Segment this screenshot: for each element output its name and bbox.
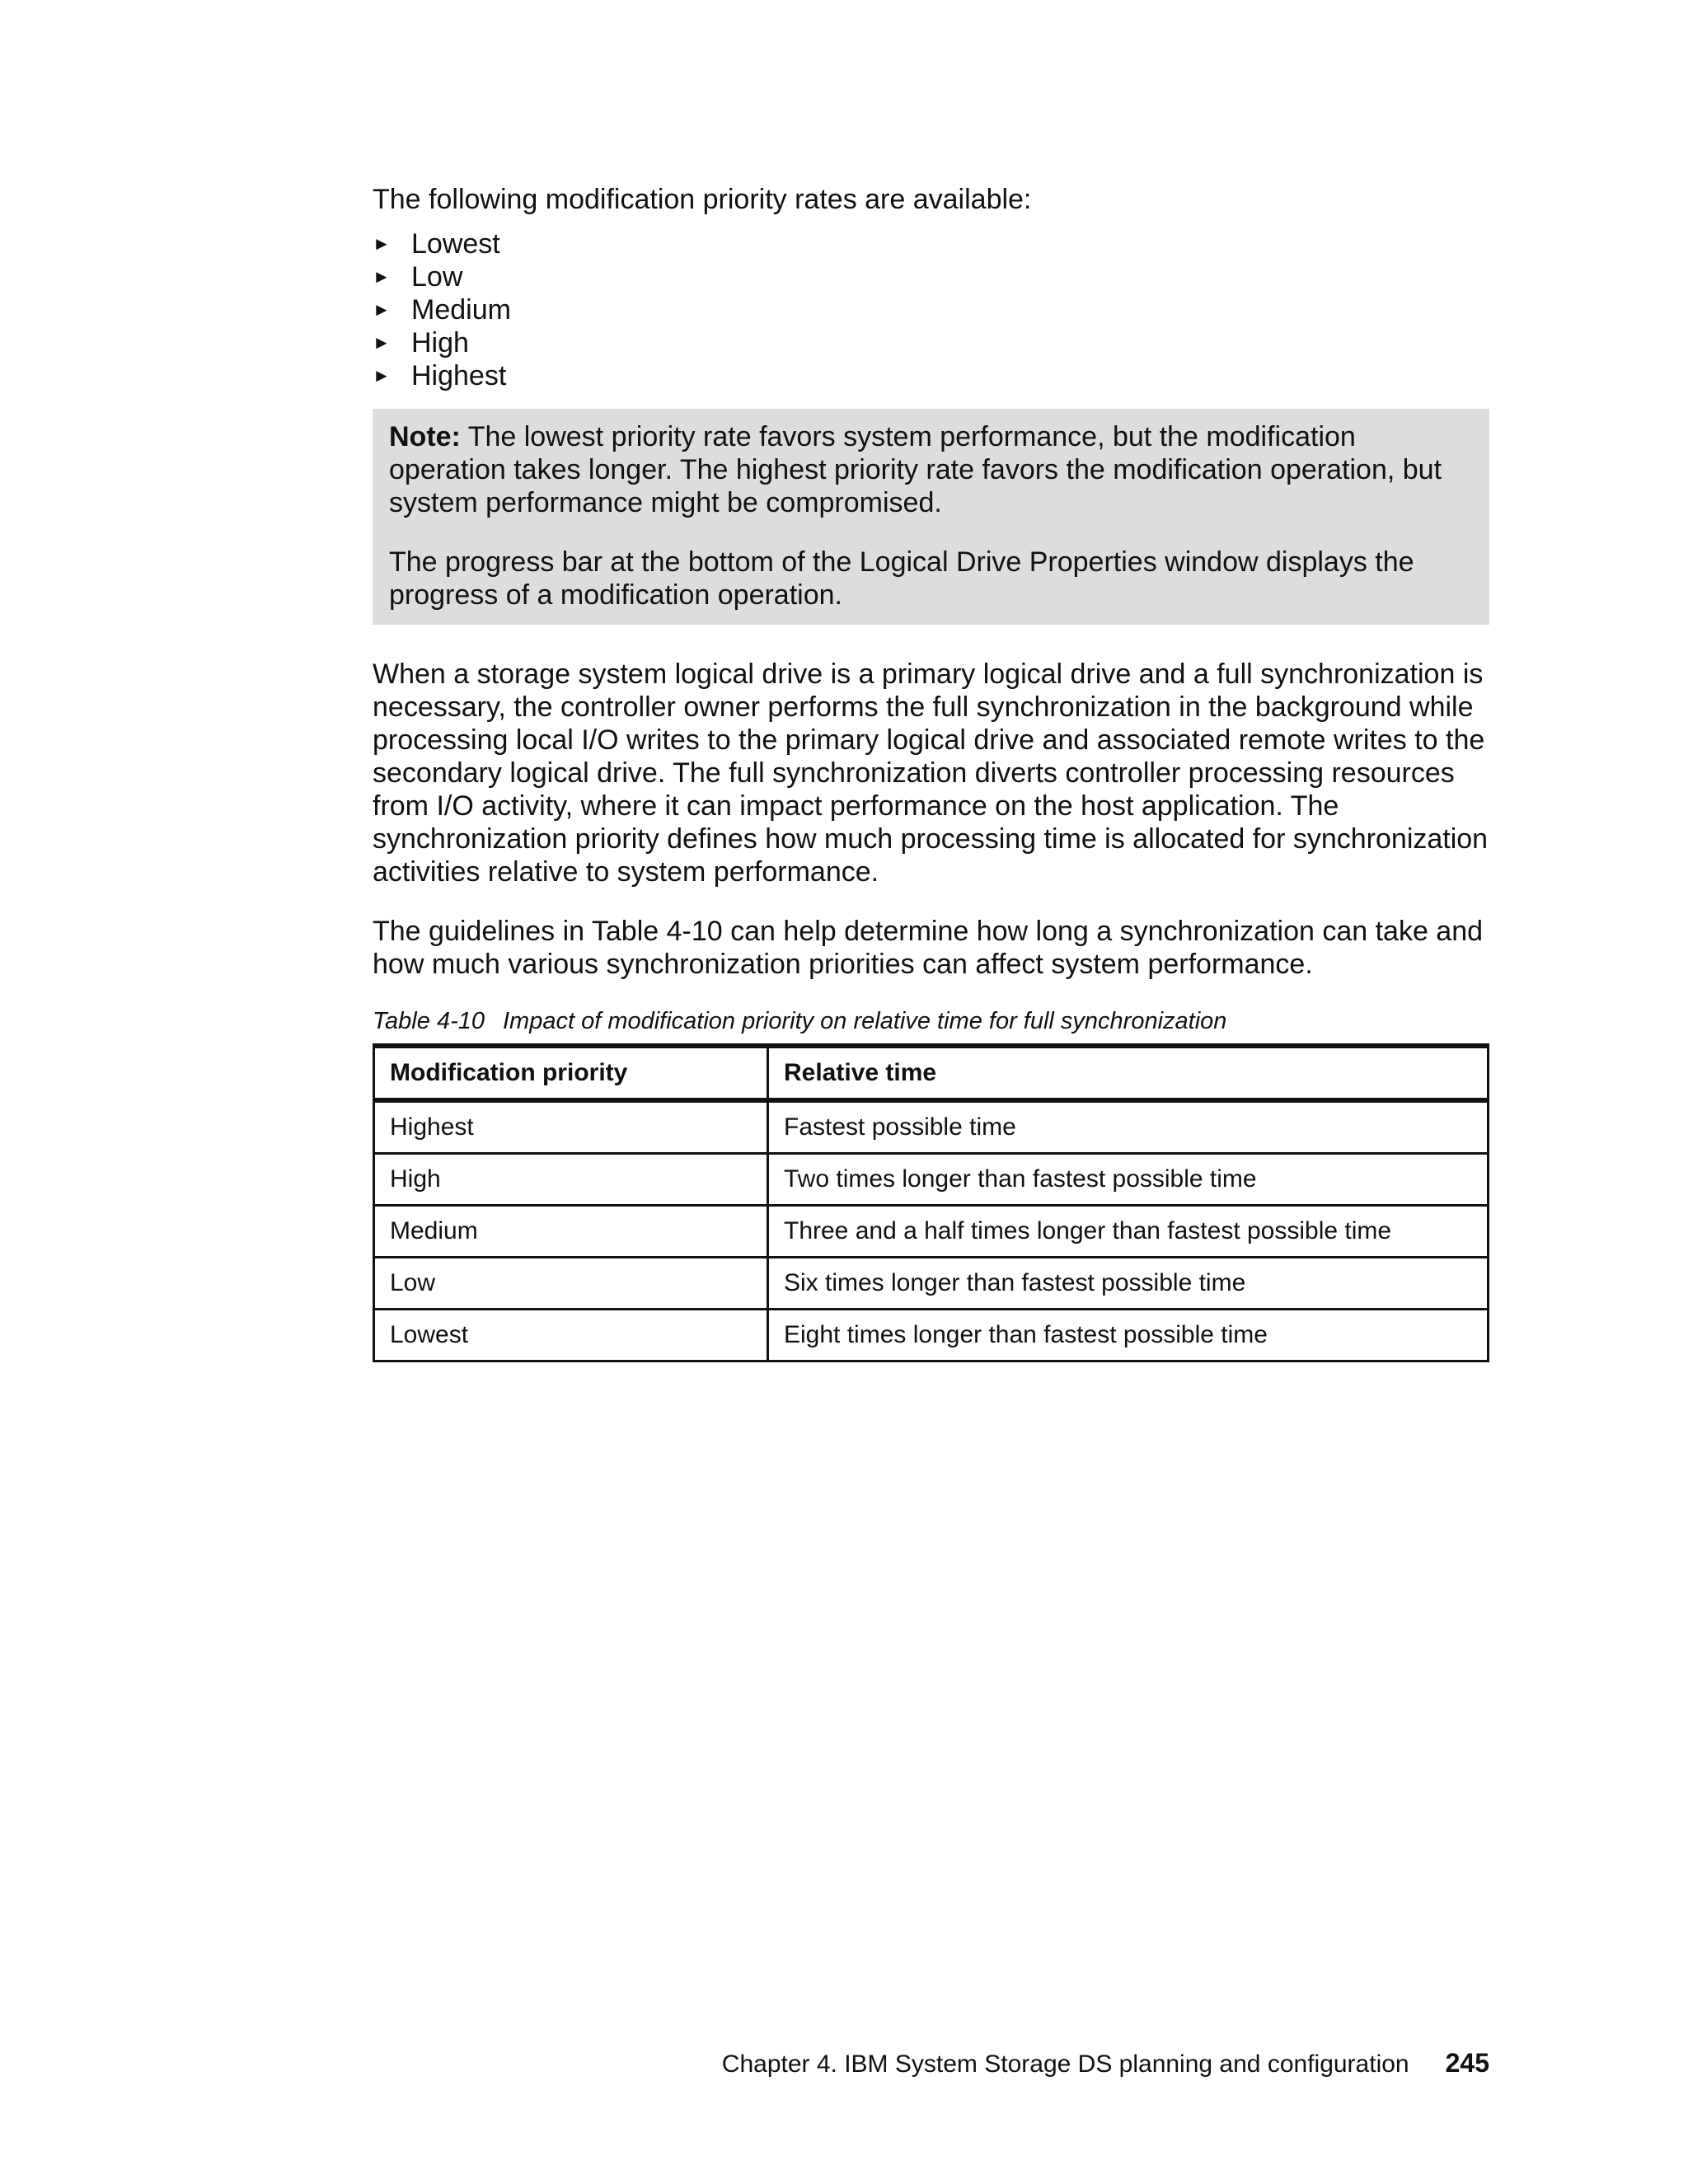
list-item: ► High [373,327,469,359]
priority-rate-list [373,227,1489,392]
table-header-row [374,1046,1489,1100]
intro-paragraph: The following modification priority rates are available: [373,184,1032,215]
note-box [373,409,1489,625]
bullet-arrow-icon: ► [373,332,391,353]
table-caption-text: Impact of modification priority on relative time for full synchronization [502,1008,1227,1034]
column-header-priority: Modification priority [374,1046,768,1100]
column-header-relative-time: Relative time [768,1046,1489,1100]
bullet-arrow-icon: ► [373,233,391,254]
page-content [373,183,1489,1362]
table-cell-priority: Low [374,1258,768,1310]
table-row [374,1258,1489,1310]
table-cell-priority: Highest [374,1100,768,1154]
table-cell-relative-time: Two times longer than fastest possible time [768,1154,1489,1206]
table-cell-relative-time: Six times longer than fastest possible time [768,1258,1489,1310]
note-text: The lowest priority rate favors system performance, but the modification operation takes longer. The highest priority rate favors the modification operation, but system performance might be compromised. [389,421,1442,518]
footer-chapter-title: Chapter 4. IBM System Storage DS planning and configuration [721,2050,1409,2078]
table-row [374,1154,1489,1206]
list-item: ► Lowest [373,228,500,260]
bullet-arrow-icon: ► [373,299,391,320]
guidelines-paragraph: The guidelines in Table 4-10 can help determine how long a synchronization can take and how much various synchronization priorities can affect system performance. [373,916,1484,980]
note-progress-paragraph: The progress bar at the bottom of the Logical Drive Properties window displays the progress of a modification operation. [389,546,1414,611]
bullet-arrow-icon: ► [373,365,391,386]
table-row [374,1206,1489,1258]
list-item: ► Highest [373,360,507,391]
table-row [374,1100,1489,1154]
table-cell-relative-time: Three and a half times longer than fastest possible time [768,1206,1489,1258]
priority-time-table [373,1043,1489,1362]
page-footer [722,2048,1489,2079]
bullet-arrow-icon: ► [373,266,391,287]
table-row [374,1310,1489,1361]
table-caption-number: Table 4-10 [373,1008,485,1034]
list-item: ► Medium [373,294,511,326]
list-item: ► Low [373,261,463,293]
table-cell-relative-time: Eight times longer than fastest possible time [768,1310,1489,1361]
synchronization-paragraph: When a storage system logical drive is a primary logical drive and a full synchronization is necessary, the controller owner performs the full synchronization in the background while processing local I/O writes to the primary logical drive and associated remote writes to the secondary logical drive. The full synchronization diverts controller processing resources from I/O activity, where it can impact performance on the host application. The synchronization priority defines how much processing time is allocated for synchronization activities relative to system performance. [373,658,1489,888]
table-cell-priority: High [374,1154,768,1206]
table-cell-priority: Lowest [374,1310,768,1361]
table-cell-priority: Medium [374,1206,768,1258]
note-paragraph [389,420,1473,519]
table-cell-relative-time: Fastest possible time [768,1100,1489,1154]
note-label: Note: [389,421,461,452]
page-number: 245 [1445,2048,1489,2078]
table-caption [373,1007,1489,1035]
